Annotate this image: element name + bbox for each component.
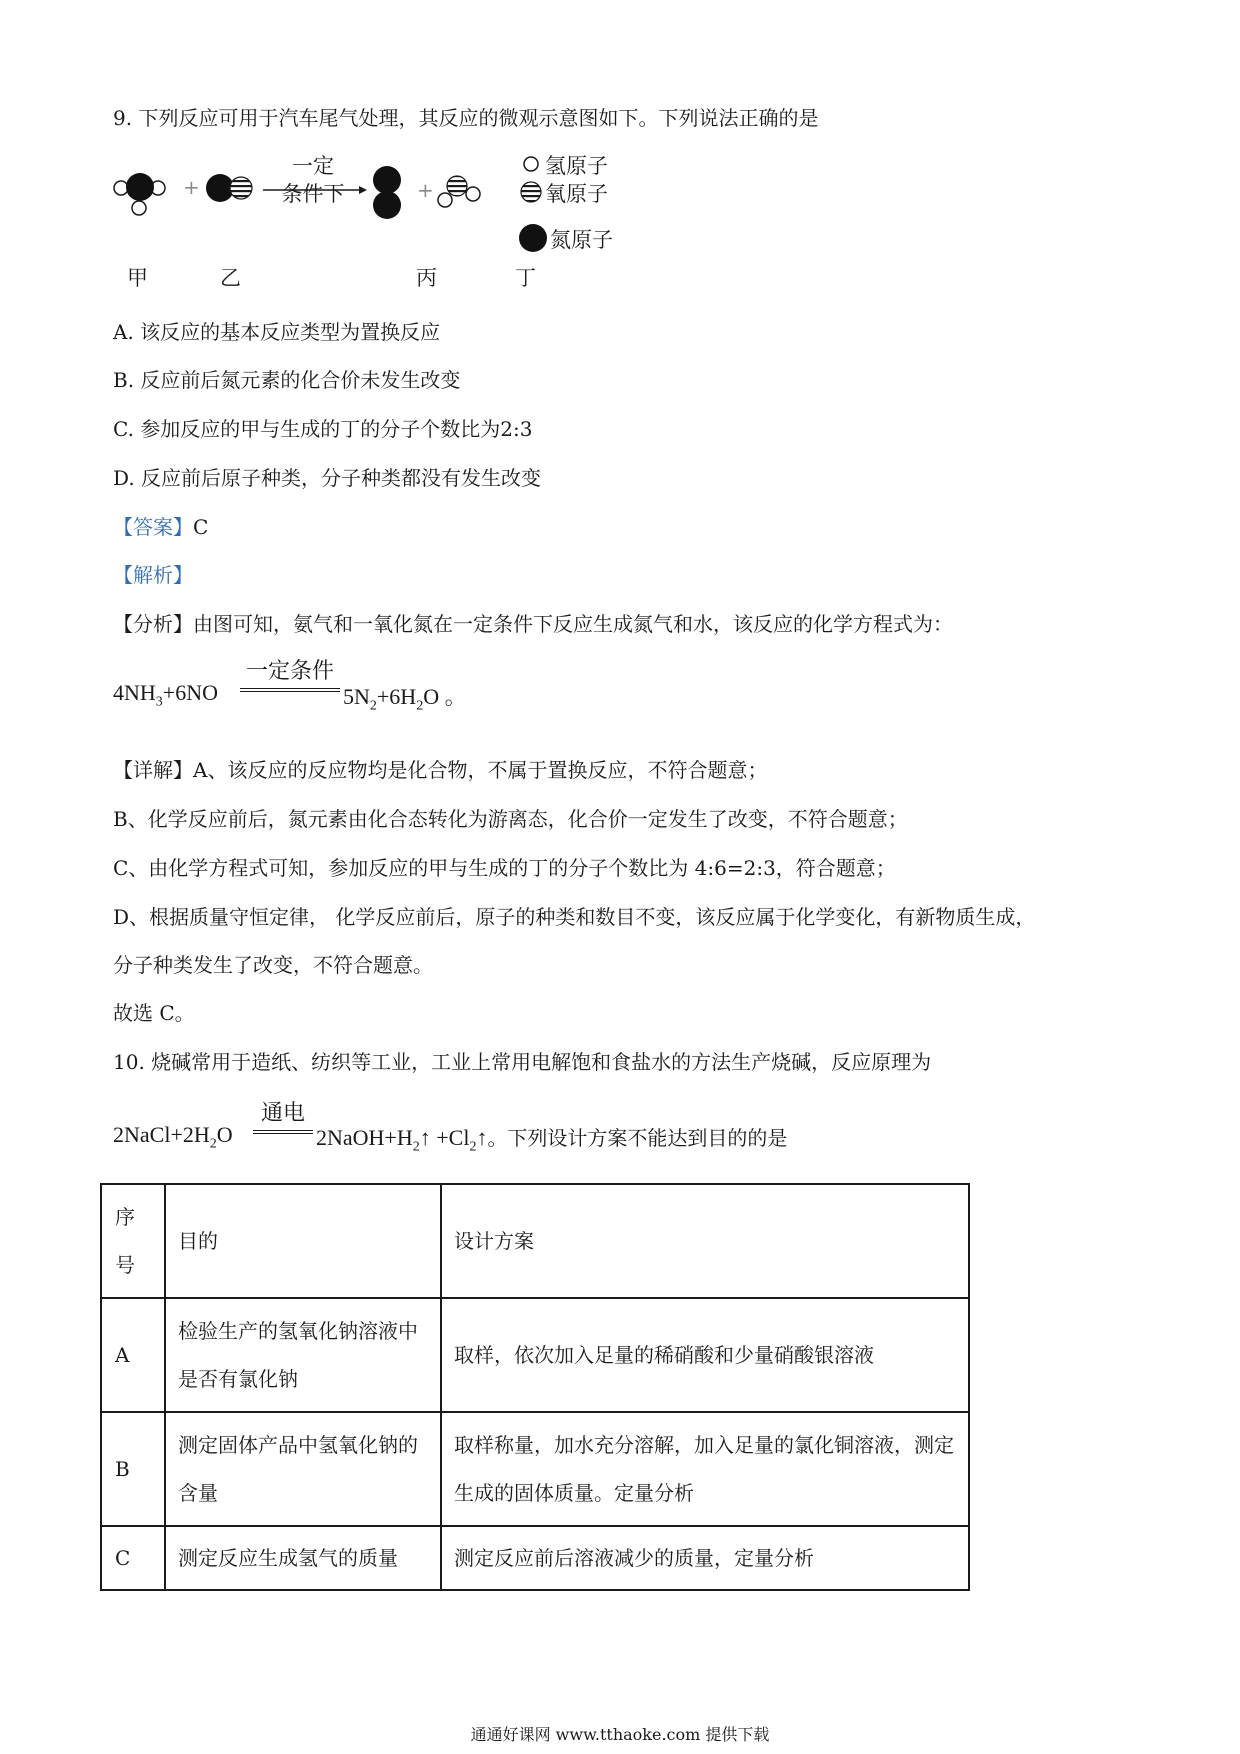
row-b-plan: 取样称量，加水充分溶解，加入足量的氯化铜溶液，测定生成的固体质量。定量分析	[441, 1412, 969, 1526]
row-c-id: C	[101, 1526, 165, 1590]
analysis-tag: 【解析】	[113, 563, 193, 587]
answer-value: C	[193, 515, 209, 539]
row-b-id: B	[101, 1412, 165, 1526]
legend-oxygen: 氧原子	[545, 182, 608, 206]
plus-sign: +	[183, 175, 200, 199]
table-row	[101, 1298, 969, 1412]
eq1-left	[113, 680, 218, 710]
eq1-left-a: 4NH	[113, 680, 156, 705]
eq1-condition: 一定条件	[245, 659, 334, 684]
row-a-id: A	[101, 1298, 165, 1412]
fenxi-text: 由图可知，氨气和一氧化氮在一定条件下反应生成氮气和水，该反应的化学方程式为：	[193, 612, 953, 636]
molecule-ding	[438, 176, 480, 207]
q9-option-c: C. 参加反应的甲与生成的丁的分子个数比为2:3	[113, 417, 533, 441]
header-cell-purpose: 目的	[165, 1184, 441, 1298]
reaction-diagram-svg	[113, 150, 713, 300]
eq1-right	[343, 680, 467, 714]
q10-stem: 10. 烧碱常用于造纸、纺织等工业，工业上常用电解饱和食盐水的方法生产烧碱，反应原理为	[113, 1050, 932, 1074]
legend-nitrogen: 氮原子	[550, 228, 613, 252]
eq1-right-b-sub: 2	[416, 698, 424, 714]
eq2-right-a: 2NaOH+H	[316, 1125, 413, 1150]
header-cell-plan: 设计方案	[441, 1184, 969, 1298]
eq1-left-b: +6NO	[162, 680, 218, 705]
eq2-right-a-sub: 2	[412, 1139, 420, 1155]
molecule-bing	[373, 166, 401, 219]
row-c-purpose: 测定反应生成氢气的质量	[165, 1526, 441, 1590]
label-bing: 丙	[416, 266, 437, 290]
row-b-purpose: 测定固体产品中氢氧化钠的含量	[165, 1412, 441, 1526]
header-cell-id	[101, 1184, 165, 1298]
eq2-left-a: 2NaCl+2H	[113, 1122, 210, 1147]
detail-conclusion: 故选 C。	[113, 1001, 195, 1025]
eq1-equals-sign	[240, 688, 340, 692]
table-header-row	[101, 1184, 969, 1298]
plus-sign: +	[417, 178, 434, 202]
row-a-plan: 取样，依次加入足量的稀硝酸和少量硝酸银溶液	[441, 1298, 969, 1412]
q9-option-b: B. 反应前后氮元素的化合价未发生改变	[113, 368, 461, 392]
answer-tag: 【答案】	[113, 515, 193, 539]
q9-answer	[113, 513, 208, 541]
design-table	[100, 1183, 970, 1591]
label-ding: 丁	[515, 266, 536, 290]
q9-stem: 9. 下列反应可用于汽车尾气处理，其反应的微观示意图如下。下列说法正确的是	[113, 106, 819, 130]
row-c-plan: 测定反应前后溶液减少的质量，定量分析	[441, 1526, 969, 1590]
label-yi: 乙	[220, 266, 241, 290]
detail-d: D、根据质量守恒定律， 化学反应前后，原子的种类和数目不变，该反应属于化学变化，有新物质生成，	[113, 905, 1036, 929]
detail-tag: 【详解】	[113, 758, 193, 782]
eq2-right-b-sub: 2	[469, 1139, 477, 1155]
condition-bottom: 条件下	[281, 182, 345, 206]
table-row	[101, 1412, 969, 1526]
table-row	[101, 1526, 969, 1590]
detail-b: B、化学反应前后，氮元素由化合态转化为游离态，化合价一定发生了改变，不符合题意；	[113, 807, 908, 831]
legend-hydrogen: 氢原子	[545, 154, 608, 178]
molecule-yi	[206, 174, 252, 202]
eq1-right-c: O 。	[423, 684, 467, 709]
eq1-right-b: +6H	[376, 684, 417, 709]
fenxi-line	[113, 610, 953, 638]
detail-line-a	[113, 756, 767, 784]
eq1-right-a: 5N	[343, 684, 370, 709]
eq2-left-a-sub: 2	[209, 1136, 217, 1152]
q9-option-d: D. 反应前后原子种类，分子种类都没有发生改变	[113, 466, 542, 490]
eq2-right	[316, 1122, 787, 1155]
eq2-equals-sign	[253, 1130, 313, 1134]
detail-a: A、该反应的反应物均是化合物，不属于置换反应，不符合题意；	[193, 758, 768, 782]
label-jia: 甲	[127, 266, 148, 290]
eq2-right-c: ↑	[476, 1125, 488, 1150]
q9-option-a: A. 该反应的基本反应类型为置换反应	[113, 320, 441, 344]
eq2-tail: 。下列设计方案不能达到目的的是	[487, 1126, 788, 1150]
legend-symbols	[519, 157, 547, 252]
detail-c: C、由化学方程式可知，参加反应的甲与生成的丁的分子个数比为 4:6=2:3，符合题意；	[113, 856, 896, 880]
eq2-condition: 通电	[260, 1101, 305, 1126]
detail-d-cont: 分子种类发生了改变，不符合题意。	[113, 953, 433, 977]
fenxi-tag: 【分析】	[113, 612, 193, 636]
row-a-purpose: 检验生产的氢氧化钠溶液中是否有氯化钠	[165, 1298, 441, 1412]
reaction-diagram	[113, 150, 713, 300]
eq1-left-a-sub: 3	[155, 694, 163, 710]
eq2-left	[113, 1122, 233, 1152]
eq2-right-b: ↑ +Cl	[419, 1125, 470, 1150]
header-id-text: 序号	[115, 1205, 135, 1277]
eq1-right-a-sub: 2	[369, 698, 377, 714]
molecule-jia	[114, 173, 165, 215]
condition-top: 一定	[292, 154, 334, 178]
eq2-left-b: O	[216, 1122, 233, 1147]
page-footer: 通通好课网 www.tthaoke.com 提供下载	[470, 1725, 770, 1744]
